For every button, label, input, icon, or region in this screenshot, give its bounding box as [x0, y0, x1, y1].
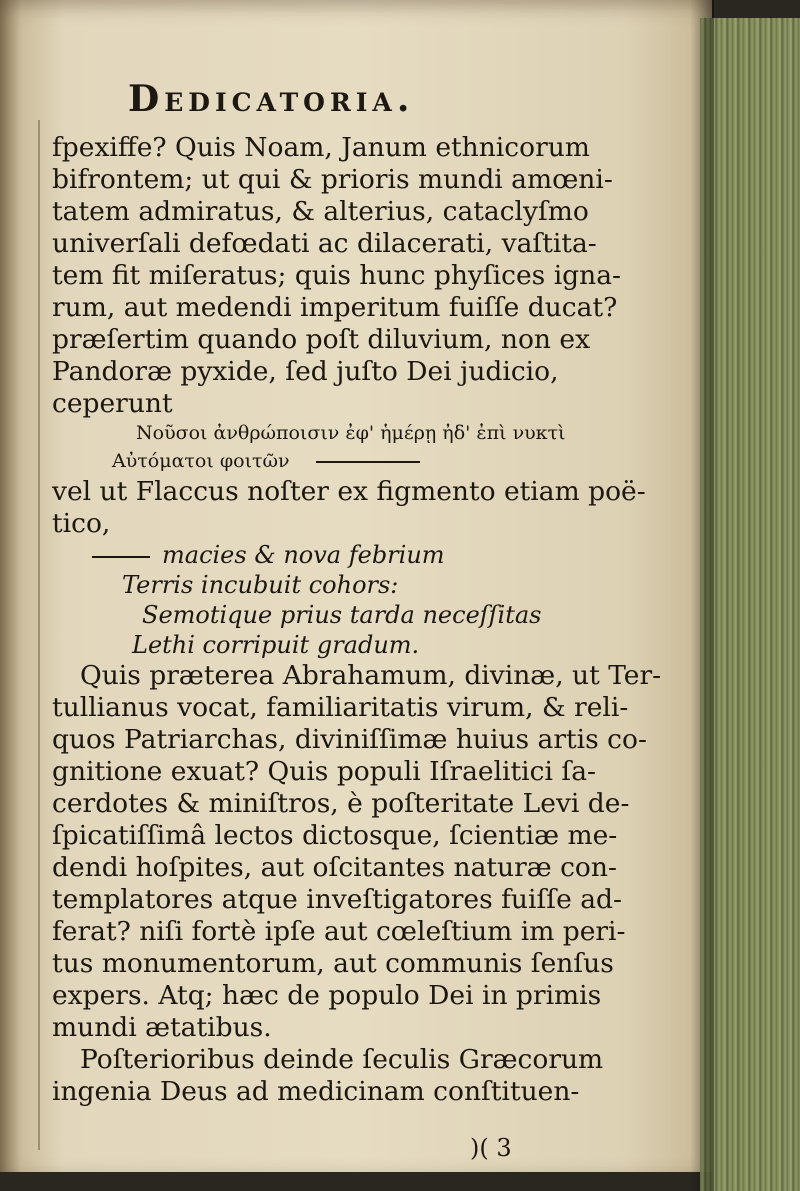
text-line: tus monumentorum, aut communis ſenſus — [52, 948, 614, 979]
verse-line: Terris incubuit cohors: — [122, 571, 399, 599]
greek-quote-line — [52, 446, 700, 476]
text-line: ferat? niſi fortè ipſe aut cœleſtium im peri- — [52, 916, 626, 947]
text-block — [52, 132, 700, 1108]
text-line: rum, aut medendi imperitum fuiſſe ducat? — [52, 292, 618, 323]
page-edge — [700, 18, 800, 1191]
text-line: cerdotes & miniſtros, è poſteritate Levi de- — [52, 788, 630, 819]
text-line: Poſterioribus deinde ſeculis Græcorum — [80, 1044, 604, 1075]
text-line: ingenia Deus ad medicinam conſtituen- — [52, 1076, 580, 1107]
text-line: Quis præterea Abrahamum, divinæ, ut Ter- — [80, 660, 662, 691]
text-line: ceperunt — [52, 388, 173, 419]
text-line: ſpicatiſſimâ lectos dictosque, ſcientiæ me- — [52, 820, 618, 851]
verse-line: Lethi corripuit gradum. — [132, 631, 420, 659]
text-line: dendi hoſpites, aut oſcitantes naturæ con- — [52, 852, 617, 883]
text-line: præſertim quando poſt diluvium, non ex — [52, 324, 591, 355]
text-line: quos Patriarchas, diviniſſimæ huius artis co- — [52, 724, 647, 755]
verse-text: macies & nova febrium — [162, 541, 445, 569]
text-line: tatem admiratus, & alterius, cataclyſmo — [52, 196, 589, 227]
rule-divider — [316, 461, 420, 463]
text-line: univerſali defœdati ac dilacerati, vaſtita- — [52, 228, 597, 259]
signature-mark: )( 3 — [470, 1134, 512, 1162]
text-line: Pandoræ pyxide, ſed juſto Dei judicio, — [52, 356, 559, 387]
greek-quote-text: Αὐτόματοι φοιτῶν — [112, 450, 290, 472]
text-line: mundi ætatibus. — [52, 1012, 272, 1043]
verse-line: Semotique prius tarda neceſſitas — [142, 601, 542, 629]
text-line: tullianus vocat, familiaritatis virum, & reli- — [52, 692, 629, 723]
greek-quote-line: Νοῦσοι ἀνθρώποισιν ἐφ' ἡμέρῃ ἠδ' ἐπὶ νυκτὶ — [136, 422, 566, 444]
text-line: vel ut Flaccus noſter ex figmento etiam poë- — [52, 476, 646, 507]
gutter-line — [38, 120, 40, 1150]
text-line: expers. Atq; hæc de populo Dei in primis — [52, 980, 602, 1011]
verse-dash — [92, 556, 150, 558]
text-line: templatores atque inveſtigatores fuiſſe ad- — [52, 884, 622, 915]
text-line: bifrontem; ut qui & prioris mundi amœni- — [52, 164, 613, 195]
text-line: tico, — [52, 508, 111, 539]
text-line: gnitione exuat? Quis populi Iſraelitici ſa- — [52, 756, 596, 787]
page-header: Dedicatoria. — [128, 78, 415, 120]
verse-line — [52, 540, 700, 570]
text-line: tem fit miſeratus; quis hunc phyſices igna- — [52, 260, 621, 291]
text-line: fpexiffe? Quis Noam, Janum ethnicorum — [52, 132, 590, 163]
